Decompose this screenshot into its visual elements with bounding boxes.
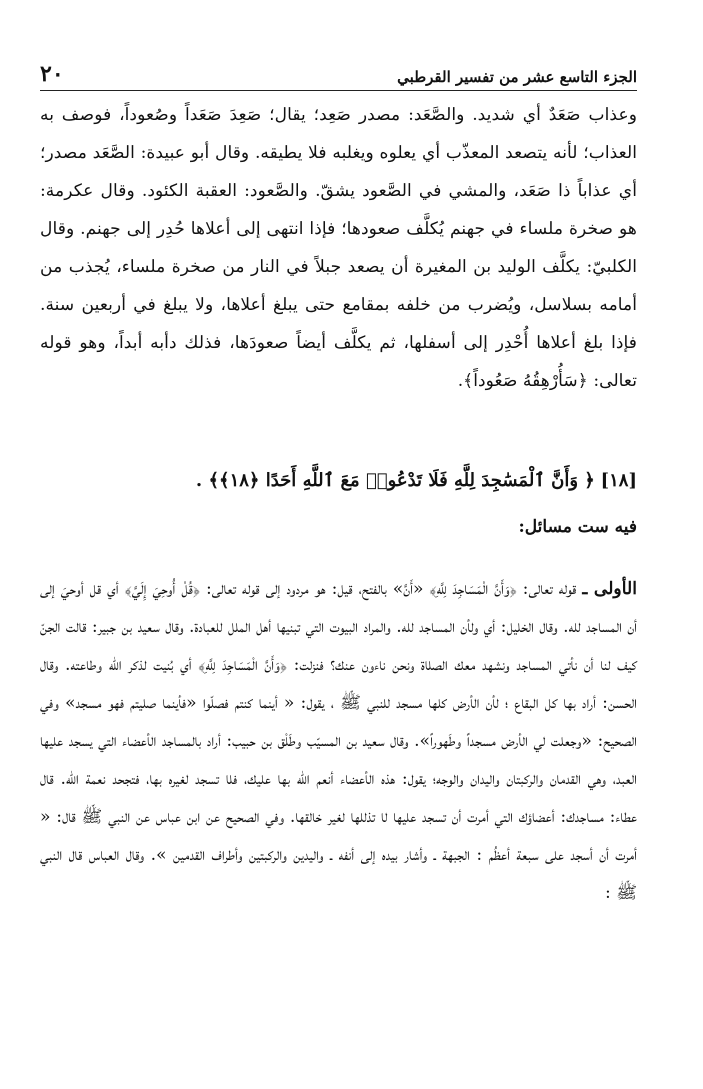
- paragraph-2: [40, 570, 637, 912]
- verse-number: [١٨]: [600, 470, 637, 491]
- issue-lead: الأولى ـ: [582, 579, 637, 599]
- subheading: فيه ست مسائل:: [518, 517, 637, 537]
- paragraph-1-text: وعذاب صَعَدٌ أي شديد. والصَّعَد: مصدر صَعِد؛ يقال؛ صَعِدَ صَعَداً وصُعوداً، فوصف به العذاب؛ لأنه يتصعد المعذّب أي يعلوه ويغلبه فلا يطيقه. وقال أبو عبيدة: الصَّعَد مصدر؛ أي عذاباً ذا صَعَد، والمشي في الصَّعود يشقّ. والصَّعود: العقبة الكئود. وقال عكرمة: هو صخرة ملساء في جهنم يُكلَّف صعودها؛ فإذا انتهى إلى أعلاها حُدِر إلى جهنم. وقال الكلبيّ: يكلَّف الوليد بن المغيرة أن يصعد جبلاً في النار من صخرة ملساء، يُجذب من أمامه بسلاسل، ويُضرب من خلفه بمقامع حتى يبلغ أعلاها، ولا يبلغ في أربعين سنة. فإذا بلغ أعلاها أُحْدِر إلى أسفلها، ثم يكلَّف أيضاً صعودَها، فذلك دأبه أبداً، وهو قوله تعالى: ﴿سَأُرْهِقُهُ صَعُوداً﴾.: [40, 105, 637, 391]
- page-number: ٢٠: [40, 61, 64, 87]
- paragraph-2-text: قوله تعالى: ﴿وَأَنَّ الْمَسَاجِدَ لِلَّهِ﴾ «أَنَّ» بالفتح، قيل: هو مردود إلى قوله تعالى: ﴿قُلْ أُوحِيَ إِلَيَّ﴾ أي قل أوحيَ إلى أن المساجد لله. وقال الخليل: أي ولأن المساجد لله. والمراد البيوت التي تبنيها أهل الملل للعبادة. وقال سعيد بن جبير: قالت الجنّ كيف لنا أن نأتي المساجد ونشهد معك الصلاة ونحن ناءون عنك؟ فنزلت: ﴿وَأَنَّ الْمَسَاجِدَ لِلَّهِ﴾ أي بُنيت لذكر الله وطاعته. وقال الحسن: أراد بها كل البقاع ؛ لأن الأرض كلها مسجد للنبي ﷺ ، يقول: « أينما كنتم فصلّوا «فأينما صليتم فهو مسجد» وفي الصحيح: «وجعلت لي الأرض مسجداً وطَهوراً». وقال سعيد بن المسيّب وطَلْق بن حبيب: أراد بالمساجد الأعضاء التي يسجد عليها العبد، وهي القدمان والركبتان واليدان والوجه؛ يقول: هذه الأعضاء أنعم الله بها عليك، فلا تسجد لغيره بها، فتجحد نعمة الله. قال عطاء: مساجدك: أعضاؤك التي أمرت أن تسجد عليها لا تذللها لغير خالقها. وفي الصحيح عن ابن عباس عن النبي ﷺ قال: « أمرت أن أسجد على سبعة أعظُم : الجبهة ـ وأشار بيده إلى أنفه ـ واليدين والركبتين وأطراف القدمين ». وقال العباس قال النبي ﷺ :: [40, 579, 637, 903]
- page-header: [40, 60, 637, 91]
- quran-verse: [40, 462, 637, 500]
- running-title: الجزء التاسع عشر من تفسير القرطبي: [397, 68, 637, 86]
- verse-text: ﴿ وَأَنَّ ٱلْمَسَٰجِدَ لِلَّهِ فَلَا تَدْعُوا۟ مَعَ ٱللَّهِ أَحَدًا ﴿١٨﴾﴾ .: [195, 470, 595, 491]
- paragraph-2-body: [40, 570, 637, 912]
- paragraph-1: [40, 96, 637, 400]
